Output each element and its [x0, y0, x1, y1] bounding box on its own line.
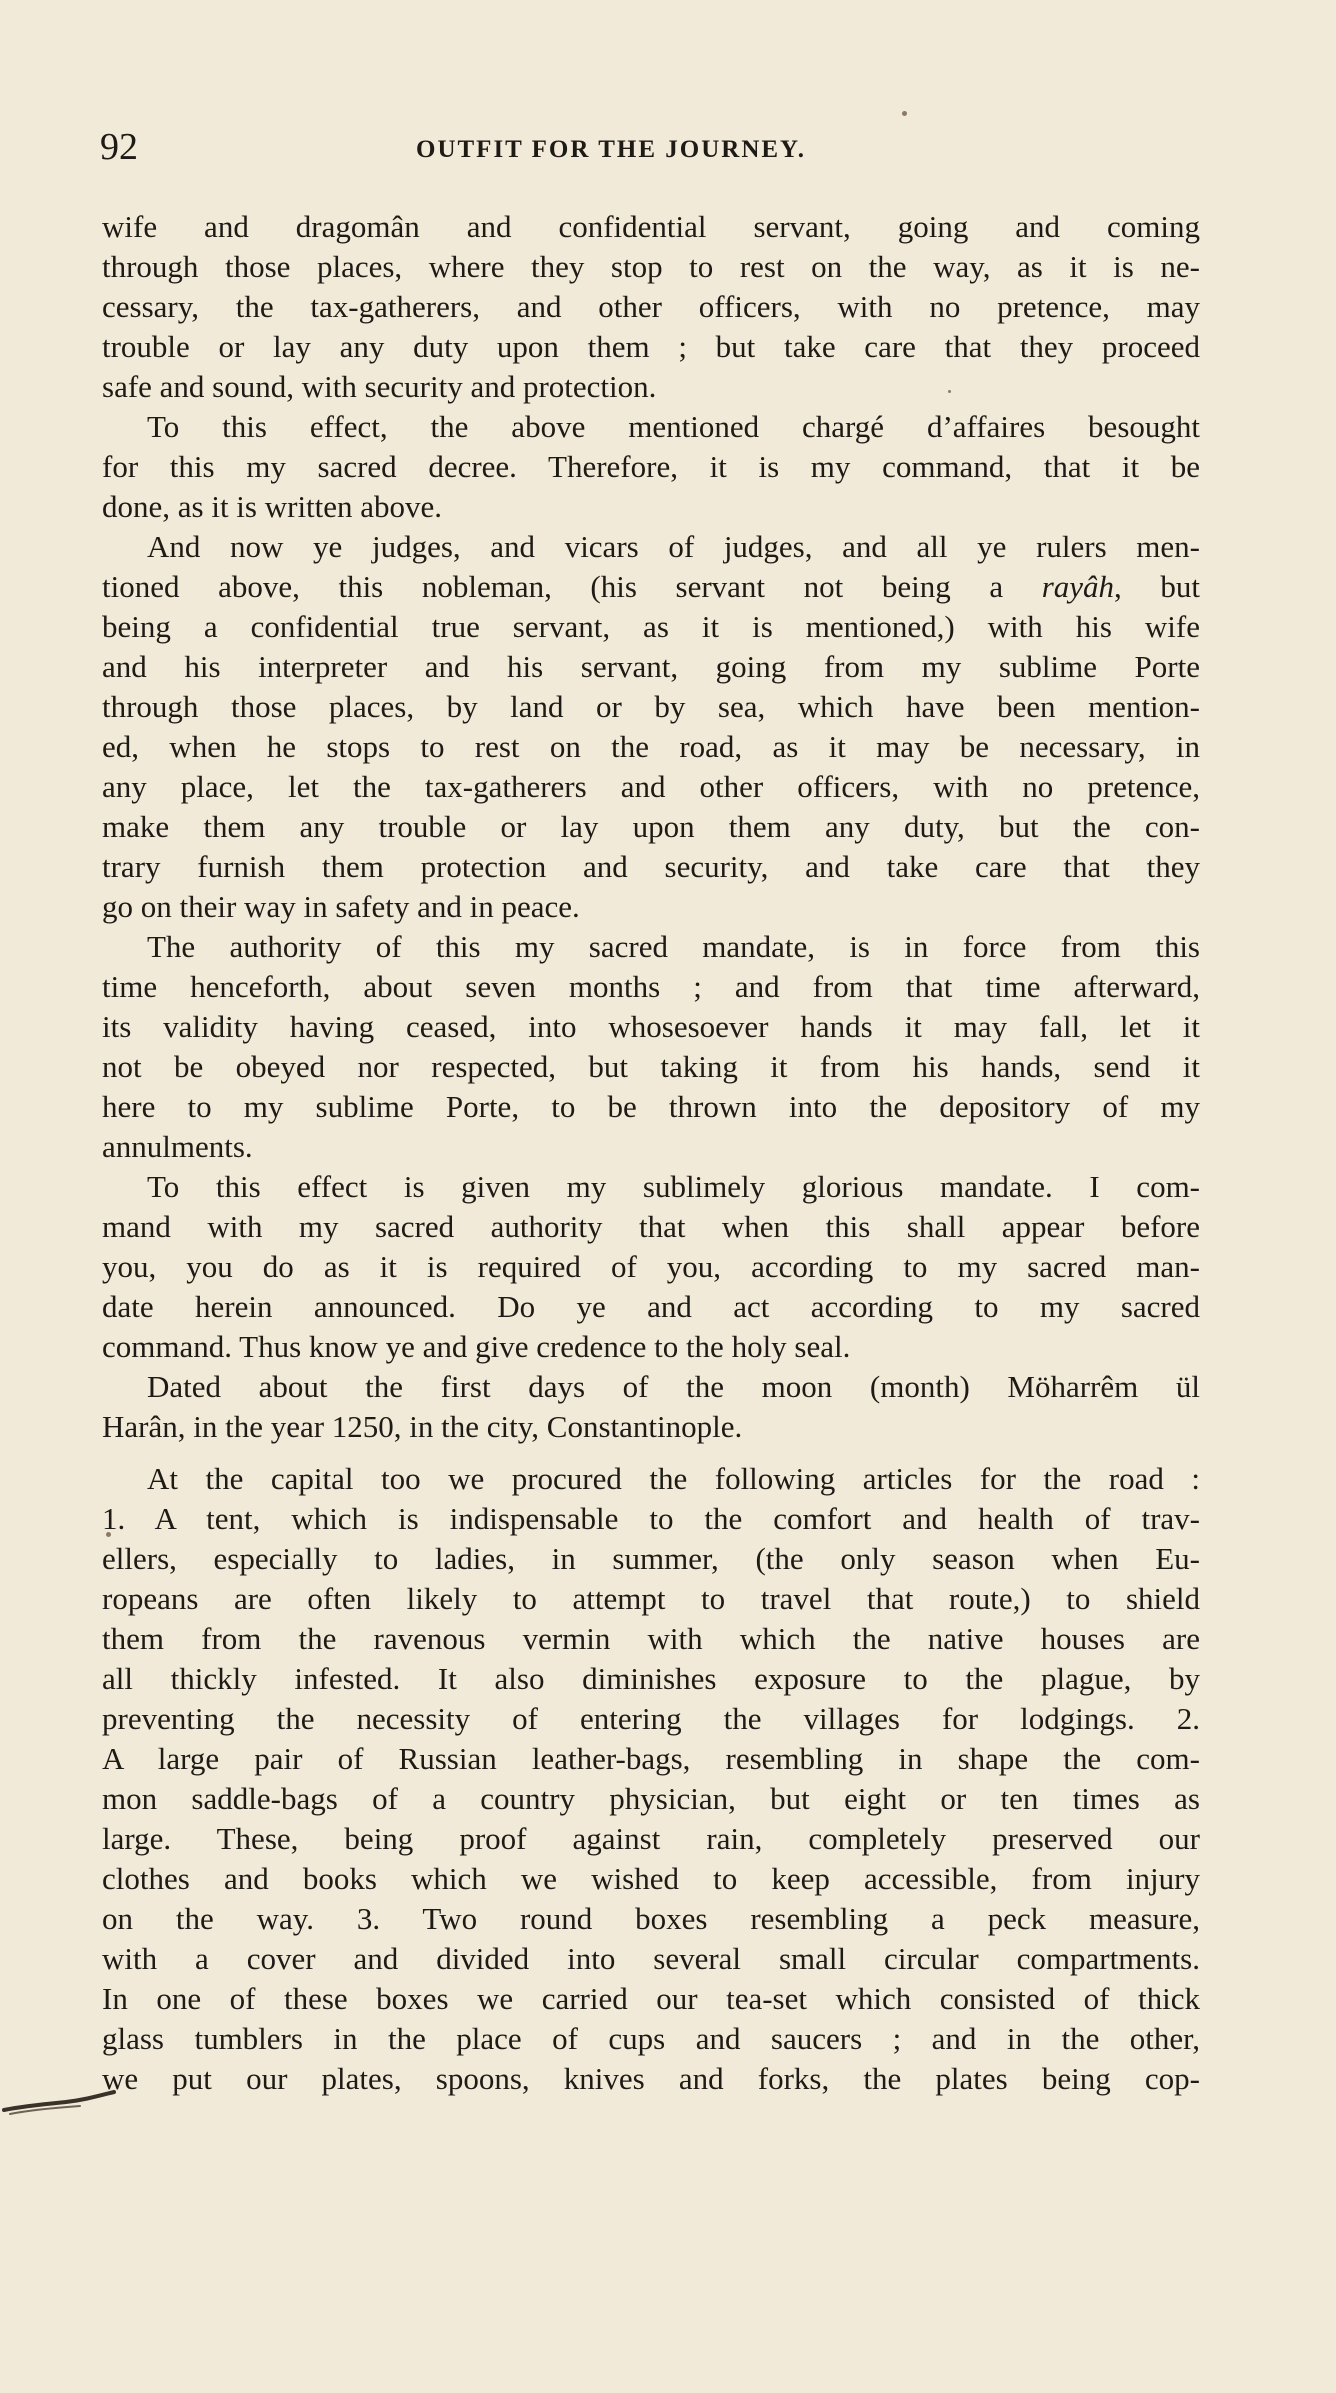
line-text: them from the ravenous vermin with which the native houses are [102, 1621, 1200, 1656]
outfit-text [102, 1459, 1200, 2099]
text-line [102, 2019, 1200, 2059]
line-text: ellers, especially to ladies, in summer, (the only season when Eu- [102, 1541, 1200, 1576]
text-line [102, 1539, 1200, 1579]
text-line [102, 527, 1200, 567]
line-text: any place, let the tax-gatherers and other officers, with no pretence, [102, 769, 1200, 804]
line-text: command. Thus know ye and give credence to the holy seal. [102, 1329, 851, 1364]
page-number: 92 [100, 126, 138, 168]
line-text: make them any trouble or lay upon them any duty, but the con- [102, 809, 1200, 844]
line-text: ed, when he stops to rest on the road, as it may be necessary, in [102, 729, 1200, 764]
line-text: annulments. [102, 1129, 253, 1164]
text-line [102, 1407, 1200, 1447]
text-line [102, 727, 1200, 767]
text-line [102, 647, 1200, 687]
text-line [102, 207, 1200, 247]
line-text: To this effect is given my sublimely glorious mandate. I com- [147, 1169, 1200, 1204]
text-line [102, 367, 1200, 407]
text-line [102, 687, 1200, 727]
text-line [102, 1939, 1200, 1979]
line-text: A large pair of Russian leather-bags, resembling in shape the com- [102, 1741, 1200, 1776]
text-line [102, 1007, 1200, 1047]
text-line [102, 1367, 1200, 1407]
line-text: date herein announced. Do ye and act according to my sacred [102, 1289, 1200, 1324]
line-text: done, as it is written above. [102, 489, 443, 524]
text-line [102, 847, 1200, 887]
text-line [102, 807, 1200, 847]
line-text: large. These, being proof against rain, completely preserved our [102, 1821, 1200, 1856]
text-line [102, 1779, 1200, 1819]
line-text: 1. A tent, which is indispensable to the comfort and health of trav- [102, 1501, 1200, 1536]
line-text: through those places, where they stop to rest on the way, as it is ne- [102, 249, 1200, 284]
text-line [102, 1899, 1200, 1939]
line-text-tail: , but [1114, 569, 1200, 604]
line-text: Dated about the first days of the moon (month) Möharrêm ül [147, 1369, 1200, 1404]
decree-text [102, 207, 1200, 1447]
text-line [102, 327, 1200, 367]
line-text: being a confidential true servant, as it is mentioned,) with his wife [102, 609, 1200, 644]
text-line [102, 1579, 1200, 1619]
line-text: mand with my sacred authority that when this shall appear before [102, 1209, 1200, 1244]
text-line [102, 607, 1200, 647]
line-text: ropeans are often likely to attempt to travel that route,) to shield [102, 1581, 1200, 1616]
text-line [102, 487, 1200, 527]
line-text: In one of these boxes we carried our tea-set which consisted of thick [102, 1981, 1200, 2016]
text-line [102, 1659, 1200, 1699]
line-text: not be obeyed nor respected, but taking it from his hands, send it [102, 1049, 1200, 1084]
line-text: cessary, the tax-gatherers, and other officers, with no pretence, may [102, 289, 1200, 324]
line-text: wife and dragomân and confidential servant, going and coming [102, 209, 1200, 244]
text-line [102, 1979, 1200, 2019]
text-line [102, 1127, 1200, 1167]
text-line [102, 2059, 1200, 2099]
line-text: preventing the necessity of entering the villages for lodgings. 2. [102, 1701, 1200, 1736]
line-text: all thickly infested. It also diminishes exposure to the plague, by [102, 1661, 1200, 1696]
text-line [102, 1087, 1200, 1127]
page-header [100, 122, 1200, 172]
line-text: for this my sacred decree. Therefore, it is my command, that it be [102, 449, 1200, 484]
text-line [102, 1859, 1200, 1899]
text-line [102, 1047, 1200, 1087]
text-line [102, 1327, 1200, 1367]
paper-speck [902, 111, 907, 116]
line-text: clothes and books which we wished to keep accessible, from injury [102, 1861, 1200, 1896]
text-line [102, 887, 1200, 927]
line-text: go on their way in safety and in peace. [102, 889, 580, 924]
text-line [102, 767, 1200, 807]
text-line [102, 1739, 1200, 1779]
line-text: you, you do as it is required of you, according to my sacred man- [102, 1249, 1200, 1284]
line-text: trouble or lay any duty upon them ; but take care that they proceed [102, 329, 1200, 364]
line-text: mon saddle-bags of a country physician, but eight or ten times as [102, 1781, 1200, 1816]
text-line [102, 247, 1200, 287]
text-line [102, 1167, 1200, 1207]
text-line [102, 1819, 1200, 1859]
line-text: we put our plates, spoons, knives and forks, the plates being cop- [102, 2061, 1200, 2096]
line-text: To this effect, the above mentioned chargé d’affaires besought [147, 409, 1200, 444]
line-text: with a cover and divided into several small circular compartments. [102, 1941, 1200, 1976]
line-text: through those places, by land or by sea, which have been mention- [102, 689, 1200, 724]
text-line [102, 1459, 1200, 1499]
text-line [102, 1619, 1200, 1659]
line-text: its validity having ceased, into whosesoever hands it may fall, let it [102, 1009, 1200, 1044]
text-line [102, 1499, 1200, 1539]
line-text: glass tumblers in the place of cups and saucers ; and in the other, [102, 2021, 1200, 2056]
text-line [102, 1247, 1200, 1287]
text-line [102, 927, 1200, 967]
line-text: time henceforth, about seven months ; and from that time afterward, [102, 969, 1200, 1004]
line-text: And now ye judges, and vicars of judges, and all ye rulers men- [147, 529, 1200, 564]
text-line [102, 1287, 1200, 1327]
line-text: At the capital too we procured the following articles for the road : [147, 1461, 1200, 1496]
text-line [102, 447, 1200, 487]
text-line [102, 567, 1200, 607]
line-text: and his interpreter and his servant, going from my sublime Porte [102, 649, 1200, 684]
text-line [102, 1207, 1200, 1247]
line-text: here to my sublime Porte, to be thrown into the depository of my [102, 1089, 1200, 1124]
text-line [102, 287, 1200, 327]
text-line [102, 407, 1200, 447]
text-line [102, 967, 1200, 1007]
line-text: safe and sound, with security and protection. [102, 369, 657, 404]
line-text: on the way. 3. Two round boxes resembling a peck measure, [102, 1901, 1200, 1936]
line-text: The authority of this my sacred mandate, is in force from this [147, 929, 1200, 964]
line-text: tioned above, this nobleman, (his servant not being a [102, 569, 1042, 604]
italic-word: rayâh [1041, 569, 1115, 604]
line-text: Harân, in the year 1250, in the city, Constantinople. [102, 1409, 743, 1444]
text-line [102, 1699, 1200, 1739]
running-title: OUTFIT FOR THE JOURNEY. [416, 136, 807, 163]
line-text: trary furnish them protection and security, and take care that they [102, 849, 1200, 884]
